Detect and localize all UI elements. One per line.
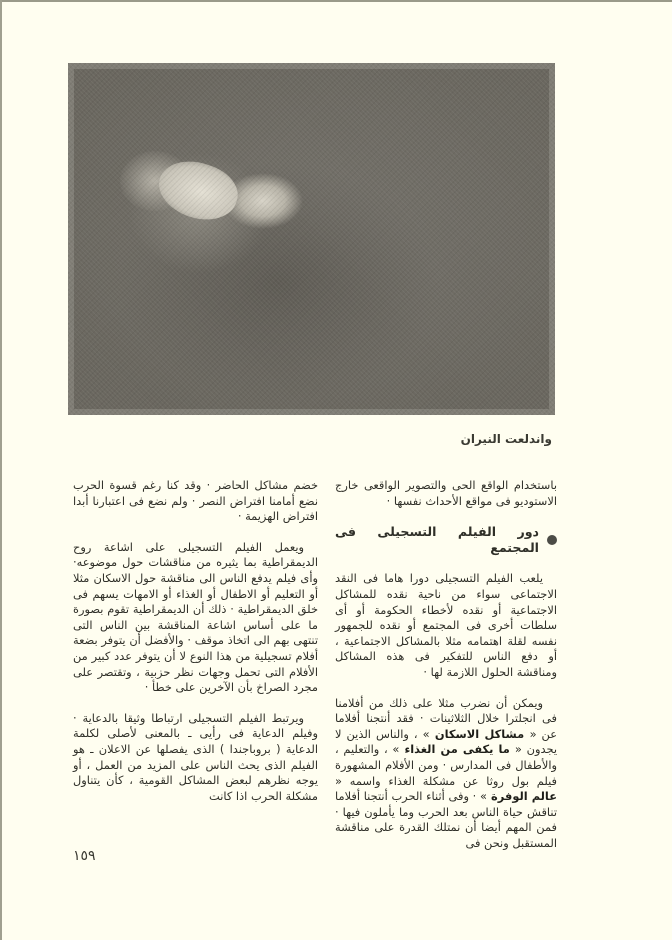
left-text-column bbox=[73, 478, 318, 819]
bold-title: ما يكفى من الغذاء bbox=[399, 742, 515, 757]
section-heading bbox=[335, 524, 557, 555]
section-heading-text: دور الفيلم التسجيلى فى المجتمع bbox=[335, 524, 539, 555]
text-run: » ، والناس الذين لا يجدون « bbox=[335, 726, 557, 757]
text-run: » · وفى أثناء الحرب أنتجنا أفلاما تناقش حياة الناس بعد الحرب وما يأملون فيها · فمن المهم أيضا أن نمتلك القدرة على مناقشة المستقبل ونحن فى bbox=[335, 789, 557, 850]
intro-paragraph: باستخدام الواقع الحى والتصوير الواقعى خارج الاستوديو فى مواقع الأحداث نفسها · bbox=[335, 478, 557, 508]
paragraph bbox=[335, 696, 557, 852]
page-edge bbox=[0, 0, 672, 2]
bold-title: مشاكل الاسكان bbox=[429, 726, 530, 741]
paragraph: ويرتبط الفيلم التسجيلى ارتباطا وثيقا بالدعاية · وفيلم الدعاية فى رأيى ـ بالمعنى لأصلى لكلمة الدعاية ( بروباجندا ) الذى يفصلها عن الاعلان ـ هو الفيلم الذى يحث الناس على المزيد من العمل ، أو يوجه نظرهم لبعض المشاكل القومية ، كأن يتناول مشكلة الحرب اذا كانت bbox=[73, 710, 318, 803]
bullet-icon bbox=[547, 535, 557, 545]
paragraph: خضم مشاكل الحاضر · وقد كنا رغم قسوة الحرب نضع أمامنا افتراض النصر · ولم نضع فى اعتبارنا أبدا افتراض الهزيمة · bbox=[73, 478, 318, 524]
right-text-column bbox=[335, 478, 557, 866]
page-number: ١٥٩ bbox=[73, 848, 96, 864]
paragraph: يلعب الفيلم التسجيلى دورا هاما فى النقد الاجتماعى سواء من ناحية نقده للمشاكل الاجتماعية أو نقده لأخطاء الحكومة أو أى سلطات أخرى فى المجتمع أو نقده للجمهور نفسه لقلة اهتمامه مثلا بالمشاكل الاجتماعية ، أو دفع الناس للتفكير فى هذه المشاكل ومناقشة الحلول اللازمة لها · bbox=[335, 571, 557, 679]
text-run: » ، والتعليم ، والأطفال فى المدارس · ومن الأفلام المشهورة فيلم بول روثا عن مشكلة الغذاء واسمه « bbox=[335, 742, 557, 788]
photo-grain bbox=[68, 63, 555, 415]
paragraph: ويعمل الفيلم التسجيلى على اشاعة روح الديمقراطية بما يثيره من مناقشات حول موضوعه· وأى فيلم يدفع الناس الى مناقشة حول الاسكان مثلا أو التعليم أو الاطفال أو الغذاء أو الامهات يسهم فى خلق الديمقراطية · ذلك أن الديمقراطية تقوم بصورة ما على أساس اشاعة المناقشة بين الناس التى تنتهى بهم الى اتخاذ موقف · والأفضل أن يتوفر بضعة أفلام تسجيلية من هذا النوع لا أن يتوفر عدد كبير من الأفلام التى تحمل وجهات نظر حزبية ، وتقتصر على مجرد الصراخ بأن الآخرين على خطأ · bbox=[73, 539, 318, 695]
photo-caption: واندلعت النيران bbox=[460, 432, 552, 446]
bold-title: عالم الوفرة bbox=[486, 789, 557, 804]
article-photo bbox=[68, 63, 555, 415]
page-edge bbox=[0, 0, 2, 940]
text-run: ويمكن أن نضرب مثلا على ذلك من أفلامنا فى انجلترا خلال الثلاثينات · فقد أنتجنا أفلاما عن « bbox=[335, 695, 558, 741]
